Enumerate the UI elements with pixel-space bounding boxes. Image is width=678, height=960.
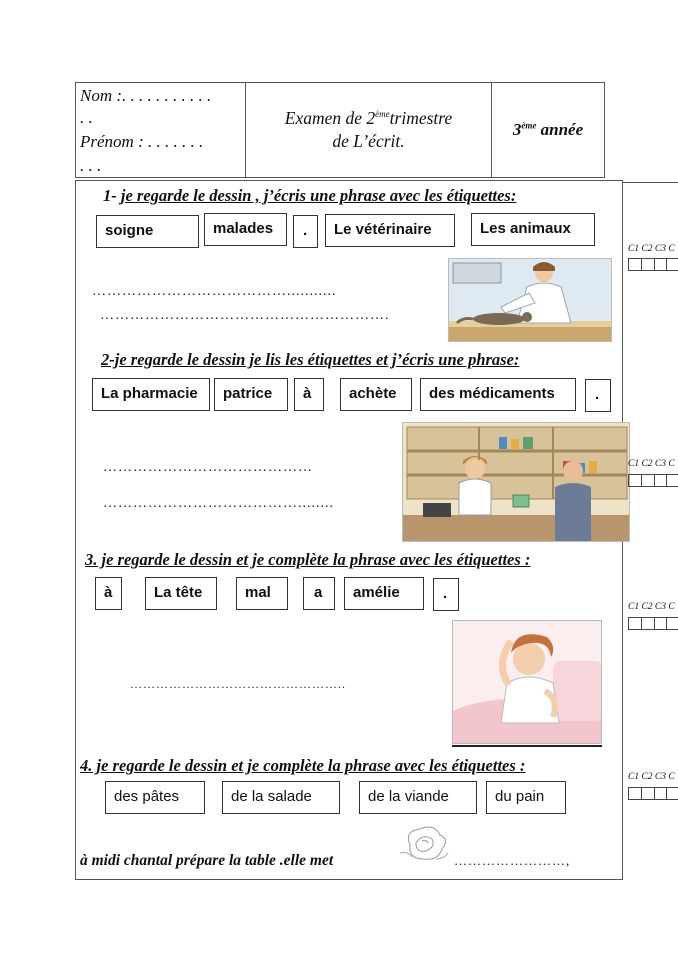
criteria-label-q4: C1 C2 C3 C bbox=[628, 772, 675, 782]
label-q1-le-veterinaire[interactable]: Le vétérinaire bbox=[325, 214, 455, 247]
veterinarian-illustration bbox=[448, 258, 612, 342]
label-q3-mal[interactable]: mal bbox=[236, 577, 288, 610]
answer-line-q2-2[interactable]: …………………………………........ bbox=[103, 496, 334, 511]
label-q2-patrice[interactable]: patrice bbox=[214, 378, 288, 411]
answer-line-q3-1[interactable]: ………………………………………….. bbox=[130, 677, 346, 691]
label-q1-soigne[interactable]: soigne bbox=[96, 215, 199, 248]
label-q3-a[interactable]: à bbox=[95, 577, 122, 610]
exam-title bbox=[245, 108, 492, 129]
label-q4-du-pain[interactable]: du pain bbox=[486, 781, 566, 814]
label-q1-les-animaux[interactable]: Les animaux bbox=[471, 213, 595, 246]
level-word: année bbox=[536, 120, 584, 139]
exam-title-sup: ème bbox=[375, 109, 390, 120]
exam-subtitle: de L’écrit. bbox=[332, 131, 405, 151]
level-label bbox=[491, 120, 605, 140]
label-q4-des-pates[interactable]: des pâtes bbox=[105, 781, 205, 814]
question-2-title bbox=[101, 350, 519, 370]
criteria-column-top-border bbox=[622, 182, 678, 183]
criteria-boxes-q2[interactable] bbox=[628, 474, 678, 487]
level-sup: ème bbox=[521, 120, 537, 131]
exam-title-suffix: trimestre bbox=[389, 108, 453, 128]
label-q3-period[interactable]: . bbox=[433, 578, 459, 611]
question-4-instruction: 4. je regarde le dessin et je complète la phrase avec les étiquettes : bbox=[80, 756, 526, 775]
answer-line-q4-1[interactable]: ……………………, bbox=[454, 853, 571, 868]
criteria-boxes-q4[interactable] bbox=[628, 787, 678, 800]
question-3-title bbox=[85, 550, 530, 570]
nom-field[interactable]: Nom :. . . . . . . . . . . bbox=[80, 86, 212, 105]
question-3-instruction: 3. je regarde le dessin et je complète la phrase avec les étiquettes : bbox=[85, 550, 531, 569]
criteria-label-q1: C1 C2 C3 C bbox=[628, 244, 675, 254]
header-exam-cell bbox=[245, 82, 492, 178]
level-number: 3 bbox=[512, 120, 522, 139]
label-q3-amelie[interactable]: amélie bbox=[344, 577, 424, 610]
rose-drawing-icon bbox=[396, 823, 452, 867]
label-q4-de-la-viande[interactable]: de la viande bbox=[359, 781, 477, 814]
sick-girl-illustration bbox=[452, 620, 602, 744]
answer-line-q2-1[interactable]: …………………………………… bbox=[103, 460, 313, 475]
question-2-instruction: 2-je regarde le dessin je lis les étiquettes et j’écris une phrase: bbox=[101, 350, 520, 369]
label-q3-a-verb[interactable]: a bbox=[303, 577, 335, 610]
exam-title-prefix: Examen de 2 bbox=[284, 108, 376, 128]
nom-field-continued: . . bbox=[80, 108, 93, 127]
label-q1-period[interactable]: . bbox=[293, 215, 318, 248]
criteria-boxes-q3[interactable] bbox=[628, 617, 678, 630]
label-q2-a[interactable]: à bbox=[294, 378, 324, 411]
picture-underline-q3 bbox=[452, 745, 602, 747]
question-1-instruction: je regarde le dessin , j’écris une phrase avec les étiquettes: bbox=[120, 186, 517, 205]
pharmacy-illustration bbox=[402, 422, 630, 542]
answer-line-q1-1[interactable]: …………………………………........... bbox=[92, 284, 337, 299]
question-1-number: 1- bbox=[103, 186, 121, 205]
label-q4-de-la-salade[interactable]: de la salade bbox=[222, 781, 340, 814]
label-q3-la-tete[interactable]: La tête bbox=[145, 577, 217, 610]
prenom-field-continued: . . . bbox=[80, 156, 102, 175]
question-4-title bbox=[80, 756, 525, 776]
label-q1-malades[interactable]: malades bbox=[204, 213, 287, 246]
question-1-title bbox=[103, 186, 516, 206]
criteria-label-q3: C1 C2 C3 C bbox=[628, 602, 675, 612]
label-q2-achete[interactable]: achète bbox=[340, 378, 412, 411]
label-q2-period[interactable]: . bbox=[585, 379, 611, 412]
prenom-field[interactable]: Prénom : . . . . . . . bbox=[80, 132, 204, 151]
criteria-boxes-q1[interactable] bbox=[628, 258, 678, 271]
criteria-label-q2: C1 C2 C3 C bbox=[628, 459, 675, 469]
question-4-sentence: à midi chantal prépare la table .elle met bbox=[80, 852, 334, 869]
answer-line-q1-2[interactable]: …………………………………………………. bbox=[100, 308, 390, 323]
label-q2-des-medicaments[interactable]: des médicaments bbox=[420, 378, 576, 411]
label-q2-la-pharmacie[interactable]: La pharmacie bbox=[92, 378, 210, 411]
